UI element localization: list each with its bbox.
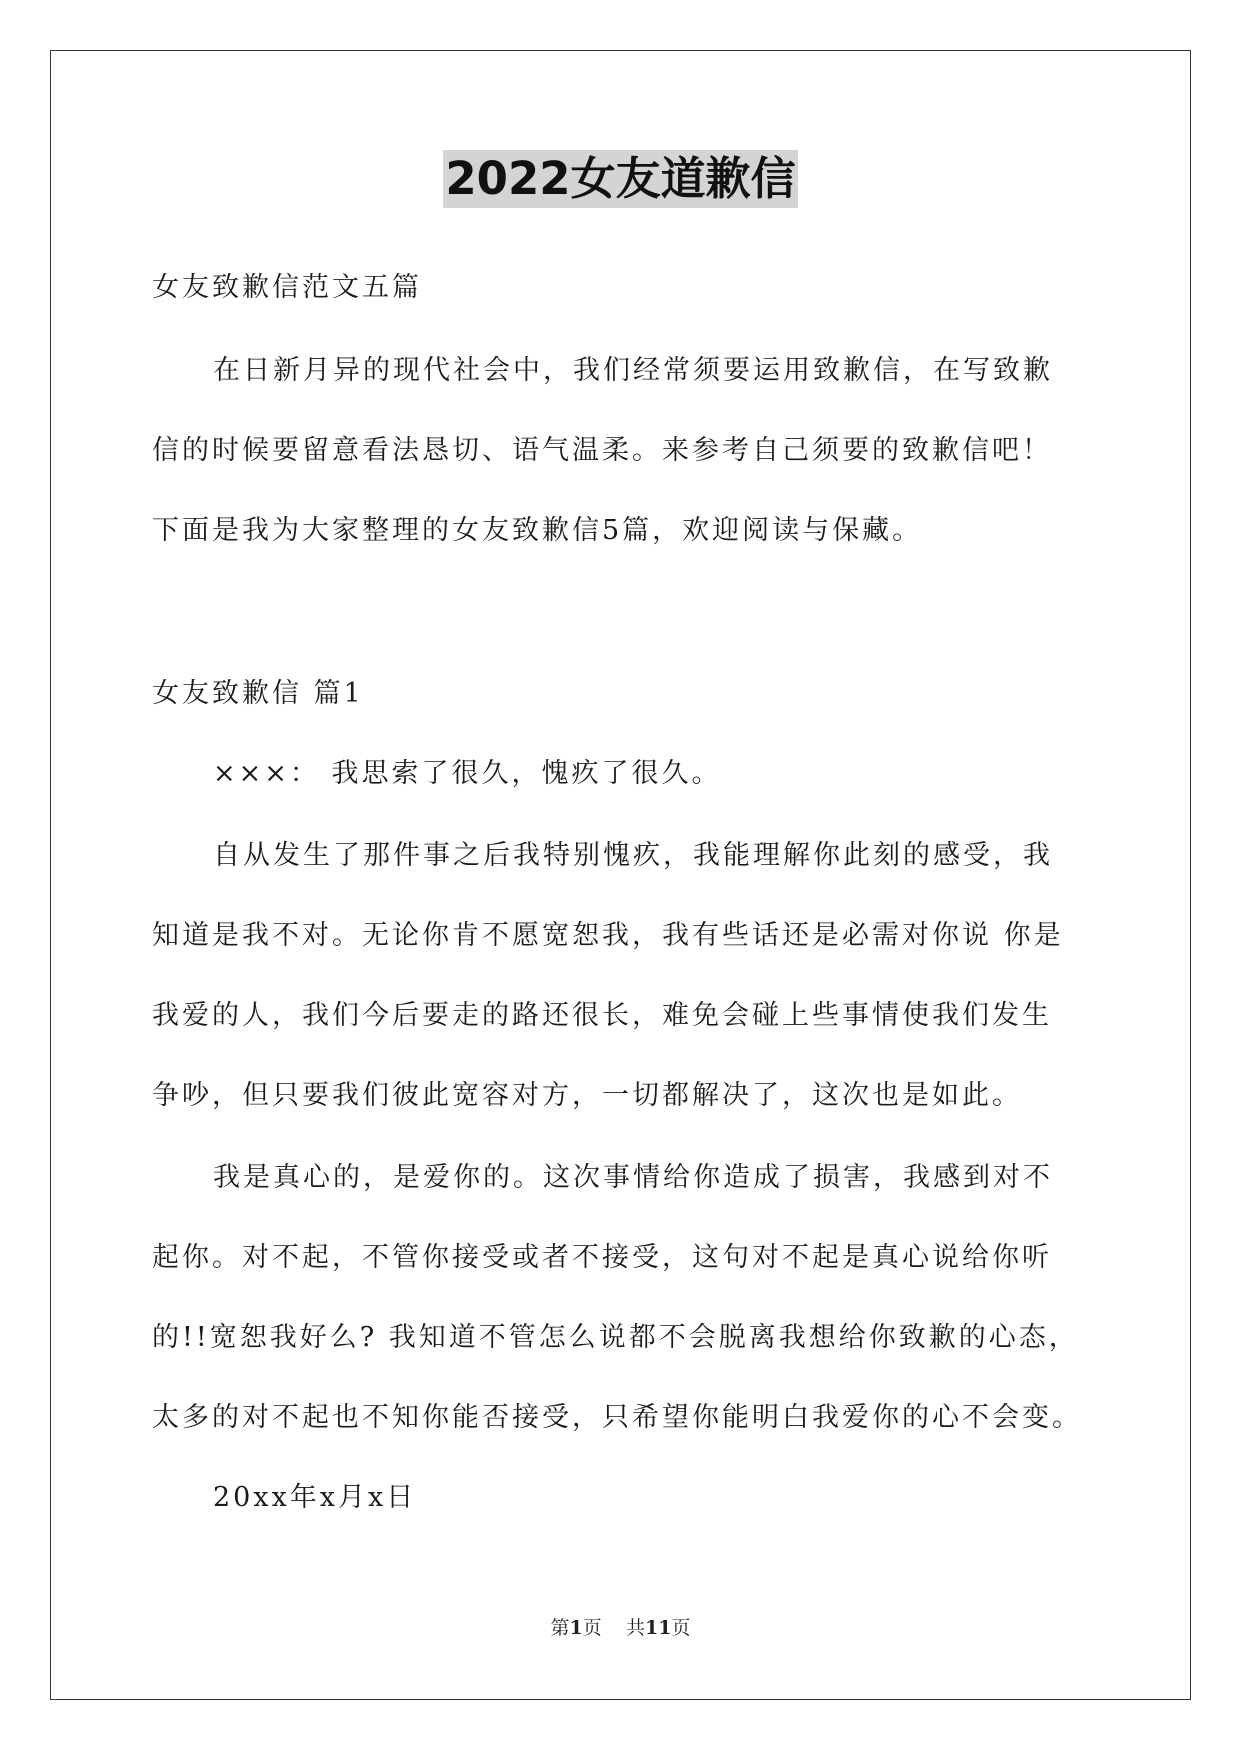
total-suffix: 页 [671, 1617, 691, 1639]
intro-line-3: 下面是我为大家整理的女友致歉信5篇，欢迎阅读与保藏。 [152, 515, 923, 546]
letter-greeting: ×××： 我思索了很久，愧疚了很久。 [213, 758, 722, 789]
document-title [0, 150, 1241, 208]
section-heading: 女友致歉信 篇1 [152, 678, 364, 709]
letter-para1-line-2: 知道是我不对。无论你肯不愿宽恕我，我有些话还是必需对你说 你是 [152, 920, 1064, 951]
letter-para2-line-1: 我是真心的，是爱你的。这次事情给你造成了损害，我感到对不 [213, 1162, 1053, 1193]
page-suffix: 页 [582, 1617, 602, 1639]
total-pages: 11 [644, 1617, 672, 1639]
page-footer [0, 1616, 1241, 1640]
letter-para2-line-4: 太多的对不起也不知你能否接受，只希望你能明白我爱你的心不会变。 [152, 1402, 1082, 1433]
letter-para1-line-1: 自从发生了那件事之后我特别愧疚，我能理解你此刻的感受，我 [213, 840, 1053, 871]
letter-para2-line-3: 的!!宽恕我好么? 我知道不管怎么说都不会脱离我想给你致歉的心态， [152, 1322, 1079, 1353]
letter-para2-line-2: 起你。对不起，不管你接受或者不接受，这句对不起是真心说给你听 [152, 1242, 1052, 1273]
letter-para1-line-4: 争吵，但只要我们彼此宽容对方，一切都解决了，这次也是如此。 [152, 1080, 1022, 1111]
page-prefix: 第 [550, 1617, 570, 1639]
total-prefix: 共 [625, 1617, 645, 1639]
document-subtitle: 女友致歉信范文五篇 [152, 272, 422, 303]
intro-line-1: 在日新月异的现代社会中，我们经常须要运用致歉信，在写致歉 [213, 355, 1053, 386]
letter-para1-line-3: 我爱的人，我们今后要走的路还很长，难免会碰上些事情使我们发生 [152, 1000, 1052, 1031]
page-number: 1 [569, 1617, 583, 1639]
letter-date: 20xx年x月x日 [213, 1482, 417, 1513]
document-title-text: 2022女友道歉信 [443, 150, 797, 208]
intro-line-2: 信的时候要留意看法恳切、语气温柔。来参考自己须要的致歉信吧！ [152, 435, 1052, 466]
